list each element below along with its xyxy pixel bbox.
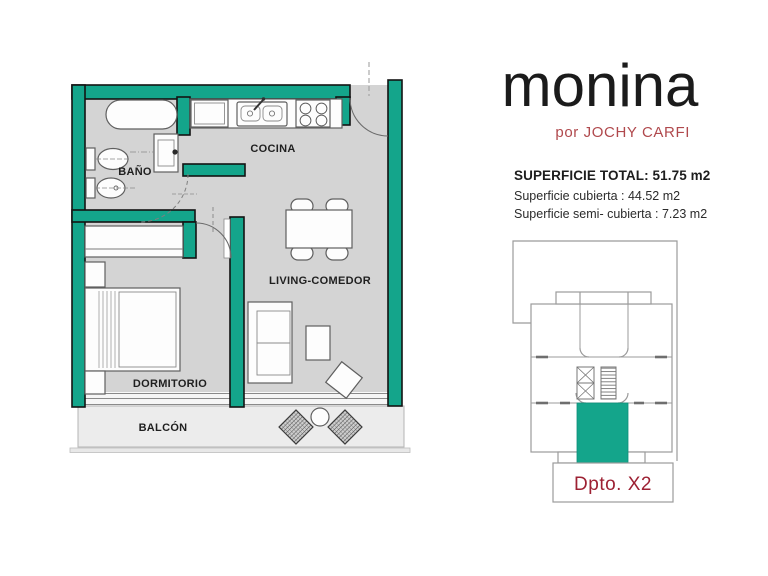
bathtub bbox=[106, 100, 177, 129]
wall-living-divider bbox=[230, 217, 244, 407]
fridge bbox=[191, 100, 228, 127]
unit-highlight bbox=[577, 403, 628, 463]
wall-kitchen-stub bbox=[183, 164, 245, 176]
closet bbox=[85, 226, 183, 257]
project-byline: por JOCHY CARFI bbox=[555, 124, 690, 141]
nightstand bbox=[85, 262, 105, 287]
balcony-table bbox=[311, 408, 329, 426]
bed bbox=[85, 288, 180, 371]
kitchen-fixtures bbox=[190, 97, 342, 128]
kitchen-sink bbox=[237, 97, 287, 126]
stairs bbox=[601, 367, 616, 399]
dining-table bbox=[286, 210, 352, 248]
wall-left bbox=[72, 85, 85, 407]
wall-bedroom-stub bbox=[183, 222, 196, 258]
project-title: monina bbox=[501, 52, 699, 119]
stove bbox=[296, 100, 330, 127]
bedroom-furniture bbox=[85, 226, 183, 394]
coffee-table bbox=[306, 326, 330, 360]
label-bathroom: BAÑO bbox=[118, 166, 152, 178]
surface-semi-covered: Superficie semi- cubierta : 7.23 m2 bbox=[514, 207, 708, 221]
sofa bbox=[248, 302, 292, 383]
balcony-slab-edge bbox=[70, 448, 410, 453]
key-plan bbox=[513, 241, 677, 502]
label-kitchen: COCINA bbox=[250, 143, 296, 155]
wall-right bbox=[388, 80, 402, 406]
apartment-plan bbox=[70, 62, 410, 453]
nightstand bbox=[85, 371, 105, 394]
surface-total: SUPERFICIE TOTAL: 51.75 m2 bbox=[514, 168, 711, 183]
label-bedroom: DORMITORIO bbox=[132, 378, 208, 390]
surface-covered: Superficie cubierta : 44.52 m2 bbox=[514, 189, 681, 203]
surface-summary bbox=[514, 168, 710, 225]
label-living-dining: LIVING-COMEDOR bbox=[269, 275, 371, 287]
elevators bbox=[577, 367, 594, 399]
label-balcony: BALCÓN bbox=[138, 422, 188, 434]
wall-bedroom-top bbox=[72, 210, 195, 222]
wall-top bbox=[72, 85, 350, 99]
unit-label: Dpto. X2 bbox=[574, 474, 652, 495]
wall-bath-kitchen bbox=[177, 97, 190, 135]
